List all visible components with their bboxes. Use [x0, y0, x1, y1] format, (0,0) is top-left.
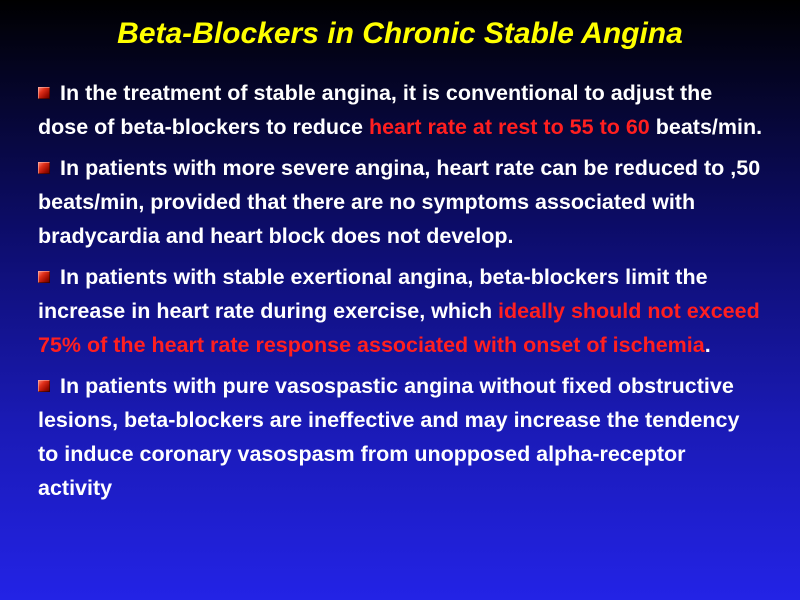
- paragraph-text-end: beats/min.: [649, 115, 763, 139]
- paragraph-highlight: heart rate at rest to 55 to 60: [368, 115, 650, 139]
- paragraph-text: In the treatment of stable angina, it is conventional to adjust the dose of beta-blockers to reduce: [38, 81, 713, 139]
- paragraph-text-end: .: [704, 333, 711, 357]
- slide-title: Beta-Blockers in Chronic Stable Angina: [117, 17, 683, 50]
- bullet-paragraph-3: [38, 260, 764, 362]
- paragraph-text: In patients with pure vasospastic angina without fixed obstructive lesions, beta-blockers are ineffective and may increase the tendency to induce coronary vasospasm from unopposed alpha-receptor activity: [38, 374, 740, 500]
- red-square-bullet-icon: [38, 380, 50, 392]
- bullet-paragraph-1: [38, 76, 764, 144]
- bullet-paragraph-2: [38, 151, 764, 253]
- paragraph-text: In patients with stable exertional angina, beta-blockers limit the increase in heart rate during exercise, which: [38, 265, 708, 323]
- slide-content: [38, 76, 764, 512]
- red-square-bullet-icon: [38, 162, 50, 174]
- paragraph-text: In patients with more severe angina, heart rate can be reduced to ,50 beats/min, provided that there are no symptoms associated with bradycardia and heart block does not develop.: [38, 156, 761, 248]
- red-square-bullet-icon: [38, 271, 50, 283]
- bullet-paragraph-4: [38, 369, 764, 505]
- red-square-bullet-icon: [38, 87, 50, 99]
- paragraph-highlight: ideally should not exceed 75% of the heart rate response associated with onset of ischemia: [38, 299, 760, 357]
